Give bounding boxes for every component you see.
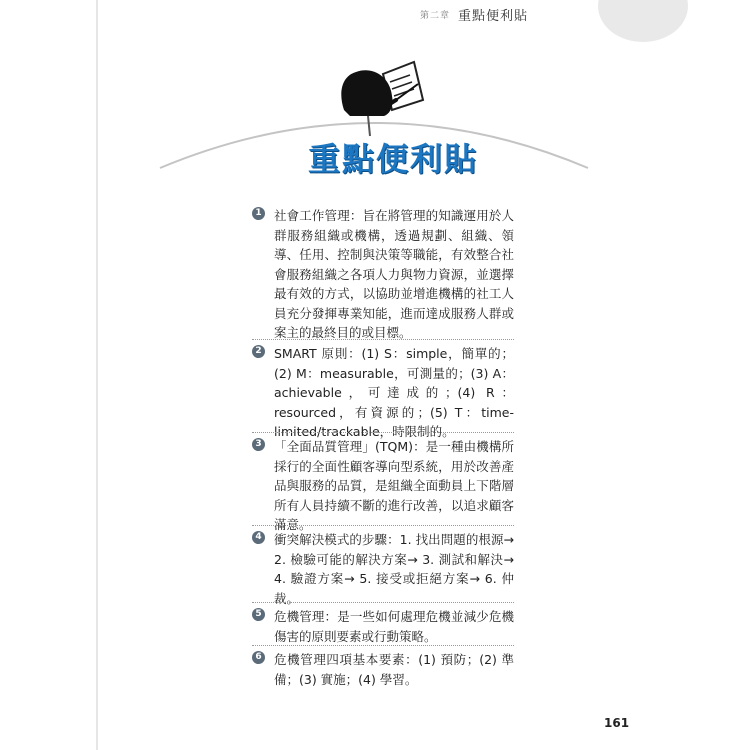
item-text: 衝突解決模式的步驟：1. 找出問題的根源→ 2. 檢驗可能的解決方案→ 3. 測試和解決→ 4. 驗證方案→ 5. 接受或拒絕方案→ 6. 仲裁。 [274, 532, 514, 606]
list-item [252, 206, 514, 343]
dotted-divider [252, 645, 514, 646]
item-number-badge: 4 [252, 531, 265, 544]
dotted-divider [252, 339, 514, 340]
item-text: 「全面品質管理」(TQM)：是一種由機構所採行的全面性顧客導向型系統，用於改善產品與服務的品質，是組織全面動員上下階層所有人員持續不斷的進行改善，以追求顧客滿意。 [274, 439, 514, 532]
dotted-divider [252, 525, 514, 526]
item-number-badge: 1 [252, 207, 265, 220]
item-number-badge: 3 [252, 438, 265, 451]
page-number: 161 [604, 716, 630, 730]
page-title: 重點便利貼 [308, 140, 479, 178]
item-number-badge: 6 [252, 651, 265, 664]
item-text: 危機管理四項基本要素：(1) 預防；(2) 準備；(3) 實施；(4) 學習。 [274, 652, 514, 687]
list-item [252, 530, 514, 608]
chapter-label: 第二章 [420, 11, 451, 21]
item-number-badge: 5 [252, 608, 265, 621]
item-text: SMART 原則：(1) S：simple，簡單的；(2) M：measurable，可測量的；(3) A：achievable，可達成的；(4) R：resourced，有資源的；(5) T：time-limited/trackable，時限制的。 [274, 346, 514, 439]
item-text: 危機管理：是一些如何處理危機並減少危機傷害的原則要素或行動策略。 [274, 609, 514, 644]
list-item [252, 607, 514, 646]
chapter-title: 重點便利貼 [458, 9, 529, 24]
list-item [252, 650, 514, 689]
list-item [252, 344, 514, 442]
item-text: 社會工作管理：旨在將管理的知識運用於人群服務組織或機構，透過規劃、組織、領導、任用、控制與決策等職能，有效整合社會服務組織之各項人力與物力資源，並選擇最有效的方式，以協助並增進機構的社工人員充分發揮專業知能，進而達成服務人群或案主的最終目的或目標。 [274, 208, 514, 340]
dotted-divider [252, 432, 514, 433]
item-number-badge: 2 [252, 345, 265, 358]
list-item [252, 437, 514, 535]
dotted-divider [252, 602, 514, 603]
